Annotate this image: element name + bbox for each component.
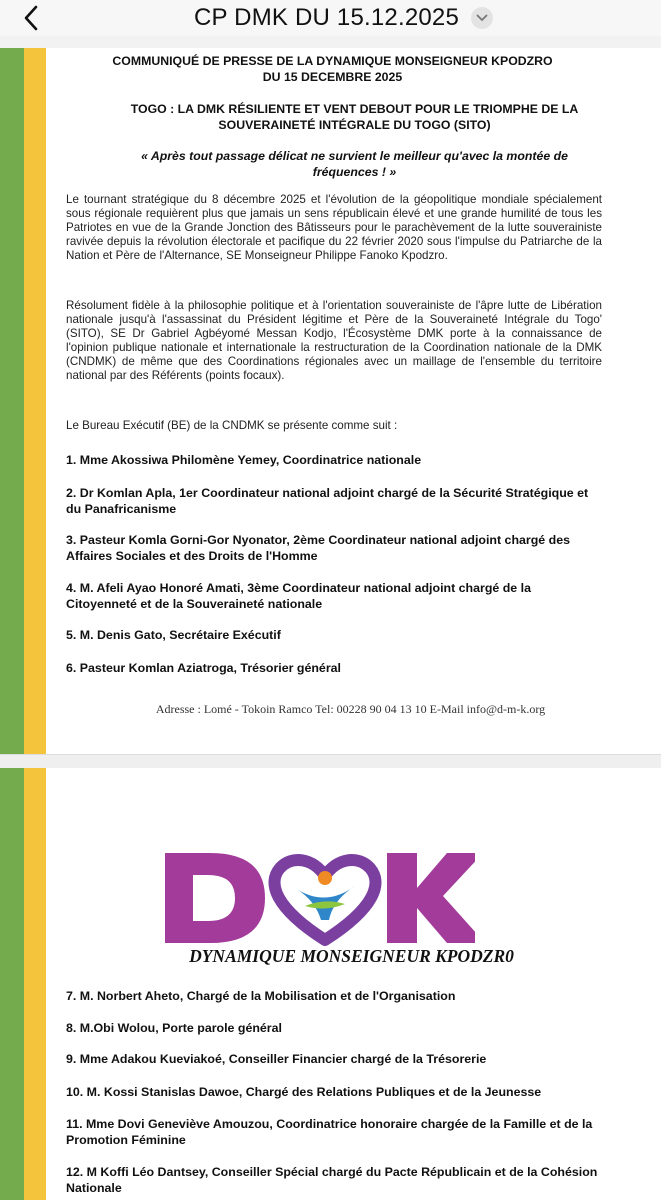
member-name: 12. M Koffi Léo Dantsey, [66,1165,212,1179]
heading-line-2: DU 15 DECEMBRE 2025 [262,70,403,84]
page-separator [0,755,661,768]
press-release-subheading [66,101,603,133]
document-title[interactable]: CP DMK DU 15.12.2025 [193,4,460,31]
member-role: Chargé des Relations Publiques et de la Jeunesse [245,1085,542,1099]
paragraph-1: Le tournant stratégique du 8 décembre 2025 et l'évolution de la géopolitique mondiale spécialement sous régionale requièrent plus que jamais un sens républicain élevé et une grande humilité de tous les Patriotes en vue de la Grande Jonction des Bâtisseurs pour le parachèvement de la lutte souverainiste ravivée depuis la révolution électorale et pacifique du 22 février 2020 sous l'impulse du Patriarche de la Nation et Père de l'Alternance, SE Monseigneur Philippe Fanoko Kpodzro. [66,193,602,263]
member-role: Conseiller Spécial chargé du Pacte Républicain et de la Cohésion Nationale [66,1165,598,1195]
quote-line-1: « Après tout passage délicat ne survient le meilleur qu'avec la montée de [141,149,568,163]
title-menu-button[interactable] [471,7,493,29]
member-item: 1. Mme Akossiwa Philomène Yemey, Coordinatrice nationale [66,453,422,467]
member-item: 5. M. Denis Gato, Secrétaire Exécutif [66,628,281,642]
member-item: 6. Pasteur Komlan Aziatroga, Trésorier général [66,661,341,675]
contact-address: Adresse : Lomé - Tokoin Ramco Tel: 00228 90 04 13 10 E-Mail info@d-m-k.org [155,702,546,716]
chevron-down-icon [476,14,488,22]
member-item: 4. M. Afeli Ayao Honoré Amati, 3ème Coordinateur national adjoint chargé de la Citoyenneté et de la Souveraineté nationale [66,581,531,611]
member-role: Porte parole général [162,1021,282,1035]
document-page-1 [0,48,661,755]
quote [66,148,603,180]
member-name: 8. M.Obi Wolou, [66,1021,163,1035]
member-name: 9. Mme Adakou Kueviakoé, [66,1052,229,1066]
dmk-logo [155,828,475,948]
member-item: 3. Pasteur Komla Gorni-Gor Nyonator, 2ème Coordinateur national adjoint chargé des Affaires Sociales et des Droits de l'Homme [66,533,570,563]
heading-line-1: COMMUNIQUÉ DE PRESSE DE LA DYNAMIQUE MONSEIGNEUR KPODZRO [112,54,553,68]
member-name: 7. M. Norbert Aheto, [66,989,187,1003]
member-item [66,1116,605,1148]
press-release-heading [62,53,603,85]
member-item [66,1051,605,1067]
member-name: 11. Mme Dovi Geneviève Amouzou, [66,1117,277,1131]
member-item [66,988,605,1004]
subheading-line-2: SOUVERAINETÉ INTÉGRALE DU TOGO (SITO) [218,118,491,132]
subheading-line-1: TOGO : LA DMK RÉSILIENTE ET VENT DEBOUT POUR LE TRIOMPHE DE LA [130,102,579,116]
member-role: Conseiller Financier chargé de la Trésorerie [228,1052,487,1066]
member-item [66,1164,605,1196]
quote-line-2: fréquences ! » [312,165,397,179]
yellow-stripe [24,768,46,1200]
viewer-margin [0,36,661,48]
member-role: Coordinatrice honoraire chargée de la Famille et de la Promotion Féminine [66,1117,593,1147]
member-name: 10. M. Kossi Stanislas Dawoe, [66,1085,246,1099]
paragraph-3: Le Bureau Exécutif (BE) de la CNDMK se présente comme suit : [66,419,398,432]
member-role: Chargé de la Mobilisation et de l'Organisation [186,989,456,1003]
document-page-2 [0,768,661,1200]
member-item: 2. Dr Komlan Apla, 1er Coordinateur national adjoint chargé de la Sécurité Stratégique et du Panafricanisme [66,486,589,516]
member-item [66,1020,605,1036]
member-item [66,1084,605,1100]
organization-name: DYNAMIQUE MONSEIGNEUR KPODZR0 [189,946,514,966]
green-stripe [0,48,24,754]
navigation-bar [0,0,661,36]
paragraph-2: Résolument fidèle à la philosophie politique et à l'orientation souverainiste de l'âpre lutte de Libération nationale jusqu'à l'assassinat du Président légitime et Père de la Souveraineté Intégrale du Togo' (SITO), SE Dr Gabriel Agbéyomé Messan Kodjo, l'Écosystème DMK porte à la connaissance de l'opinion publique nationale et internationale la restructuration de la Coordination nationale de la DMK (CNDMK) de même que des Coordinations régionales avec un maillage de l'ensemble du territoire national par des Référents (points focaux). [66,299,602,383]
yellow-stripe [24,48,46,754]
title-area [0,0,661,36]
green-stripe [0,768,24,1200]
